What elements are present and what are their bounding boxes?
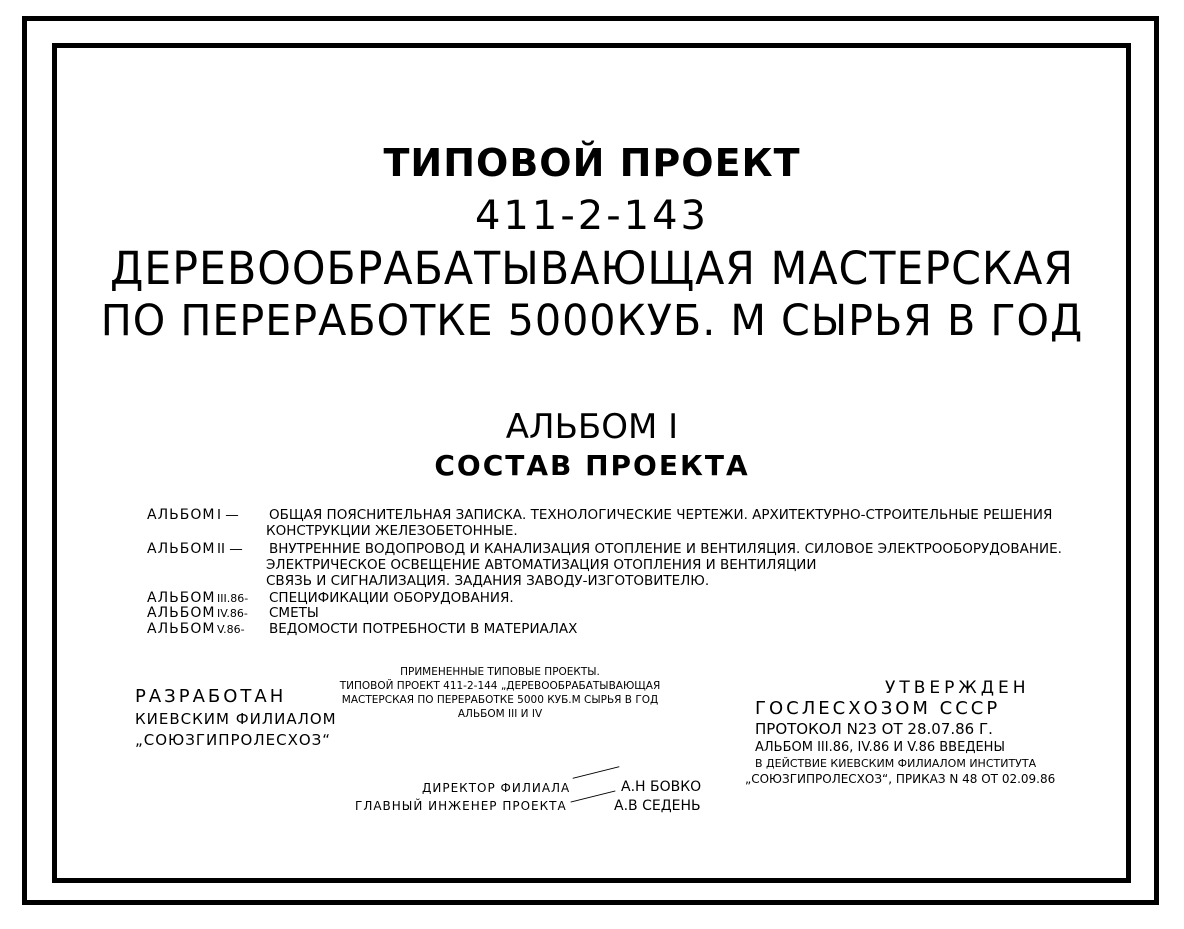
album-description: СВЯЗЬ И СИГНАЛИЗАЦИЯ. ЗАДАНИЯ ЗАВОДУ-ИЗГОТОВИТЕЛЮ.: [266, 573, 710, 589]
album-description: СМЕТЫ: [269, 605, 319, 621]
album-description: ЭЛЕКТРИЧЕСКОЕ ОСВЕЩЕНИЕ АВТОМАТИЗАЦИЯ ОТОПЛЕНИЯ И ВЕНТИЛЯЦИИ: [266, 557, 817, 573]
approved-note: АЛЬБОМ III.86, IV.86 И V.86 ВВЕДЕНЫ: [755, 740, 1005, 755]
album-description: ВНУТРЕННИЕ ВОДОПРОВОД И КАНАЛИЗАЦИЯ ОТОПЛЕНИЕ И ВЕНТИЛЯЦИЯ. СИЛОВОЕ ЭЛЕКТРООБОРУДОВАНИЕ.: [269, 541, 1062, 557]
album-list-item: [147, 591, 514, 606]
approved-org: ГОСЛЕСХОЗОМ СССР: [755, 698, 1001, 719]
title-line-3: ДЕРЕВООБРАБАТЫВАЮЩАЯ МАСТЕРСКАЯ: [109, 242, 1075, 295]
album-list-item: [147, 606, 319, 621]
applied-projects-line: ТИПОВОЙ ПРОЕКТ 411-2-144 „ДЕРЕВООБРАБАТЫВАЮЩАЯ: [339, 680, 661, 692]
album-label: АЛЬБОМ: [147, 541, 216, 557]
applied-projects-line: АЛЬБОМ III И IV: [457, 708, 543, 720]
project-number: 411-2-143: [474, 193, 709, 239]
album-number: V.86-: [217, 623, 245, 636]
applied-projects-line: ПРИМЕНЕННЫЕ ТИПОВЫЕ ПРОЕКТЫ.: [400, 666, 600, 678]
developed-org: КИЕВСКИМ ФИЛИАЛОМ: [135, 710, 337, 728]
album-label: АЛЬБОМ: [147, 507, 216, 523]
album-number: IV.86-: [217, 607, 248, 620]
album-title: АЛЬБОМ I: [505, 407, 679, 447]
title-line-1: ТИПОВОЙ ПРОЕКТ: [383, 141, 801, 185]
applied-projects-line: МАСТЕРСКАЯ ПО ПЕРЕРАБОТКЕ 5000 КУБ.М СЫРЬЯ В ГОД: [341, 694, 659, 706]
approved-protocol: ПРОТОКОЛ N23 ОТ 28.07.86 Г.: [755, 720, 993, 738]
album-label: АЛЬБОМ: [147, 590, 216, 606]
album-list-item: [147, 542, 1062, 557]
approved-note: „СОЮЗГИПРОЛЕСХОЗ“, ПРИКАЗ N 48 ОТ 02.09.86: [745, 772, 1056, 786]
album-number: II —: [217, 541, 243, 557]
developed-label: РАЗРАБОТАН: [135, 686, 287, 707]
album-label: АЛЬБОМ: [147, 605, 216, 621]
album-list-item: [147, 508, 1052, 523]
approved-label: УТВЕРЖДЕН: [885, 678, 1030, 698]
album-description: ОБЩАЯ ПОЯСНИТЕЛЬНАЯ ЗАПИСКА. ТЕХНОЛОГИЧЕСКИЕ ЧЕРТЕЖИ. АРХИТЕКТУРНО-СТРОИТЕЛЬНЫЕ РЕШЕНИЯ: [269, 507, 1053, 523]
album-description: КОНСТРУКЦИИ ЖЕЛЕЗОБЕТОННЫЕ.: [266, 523, 518, 539]
album-list-item: [147, 622, 577, 637]
approved-note: В ДЕЙСТВИЕ КИЕВСКИМ ФИЛИАЛОМ ИНСТИТУТА: [755, 757, 1037, 770]
developed-institute: „СОЮЗГИПРОЛЕСХОЗ“: [135, 731, 332, 749]
composition-title: СОСТАВ ПРОЕКТА: [434, 449, 750, 482]
album-description: СПЕЦИФИКАЦИИ ОБОРУДОВАНИЯ.: [269, 590, 514, 606]
album-label: АЛЬБОМ: [147, 621, 216, 637]
engineer-role: ГЛАВНЫЙ ИНЖЕНЕР ПРОЕКТА: [355, 799, 567, 813]
engineer-name: А.В СЕДЕНЬ: [614, 798, 701, 814]
title-line-4: ПО ПЕРЕРАБОТКЕ 5000КУБ. М СЫРЬЯ В ГОД: [100, 296, 1084, 346]
album-description: ВЕДОМОСТИ ПОТРЕБНОСТИ В МАТЕРИАЛАХ: [269, 621, 578, 637]
director-role: ДИРЕКТОР ФИЛИАЛА: [422, 781, 571, 795]
director-name: А.Н БОВКО: [621, 779, 702, 795]
album-number: III.86-: [217, 592, 249, 605]
album-number: I —: [217, 507, 239, 523]
